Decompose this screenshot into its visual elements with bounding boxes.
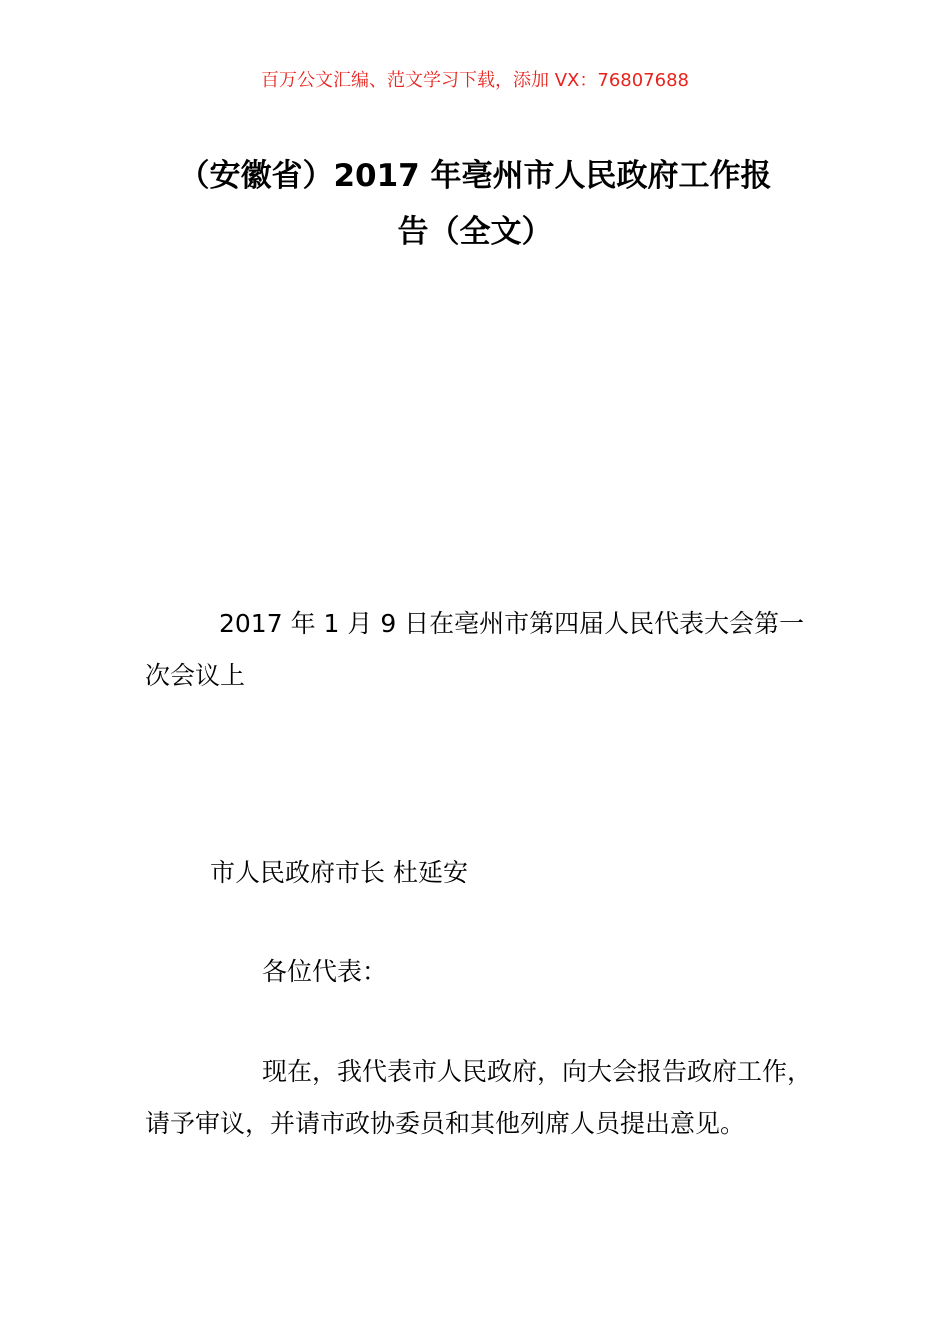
document-title-line-1: （安徽省）2017 年亳州市人民政府工作报	[178, 158, 772, 194]
document-title	[145, 148, 805, 260]
header-watermark-note: 百万公文汇编、范文学习下载，添加 VX：76807688	[261, 70, 689, 91]
greeting: 各位代表：	[262, 957, 388, 986]
document-title-line-2: 告（全文）	[397, 214, 553, 250]
opening-paragraph: 现在，我代表市人民政府，向大会报告政府工作，请予审议，并请市政协委员和其他列席人员提出意见。	[145, 1057, 813, 1138]
speaker-line: 市人民政府市长 杜延安	[210, 858, 468, 887]
date-line: 2017 年 1 月 9 日在亳州市第四届人民代表大会第一次会议上	[145, 609, 805, 690]
